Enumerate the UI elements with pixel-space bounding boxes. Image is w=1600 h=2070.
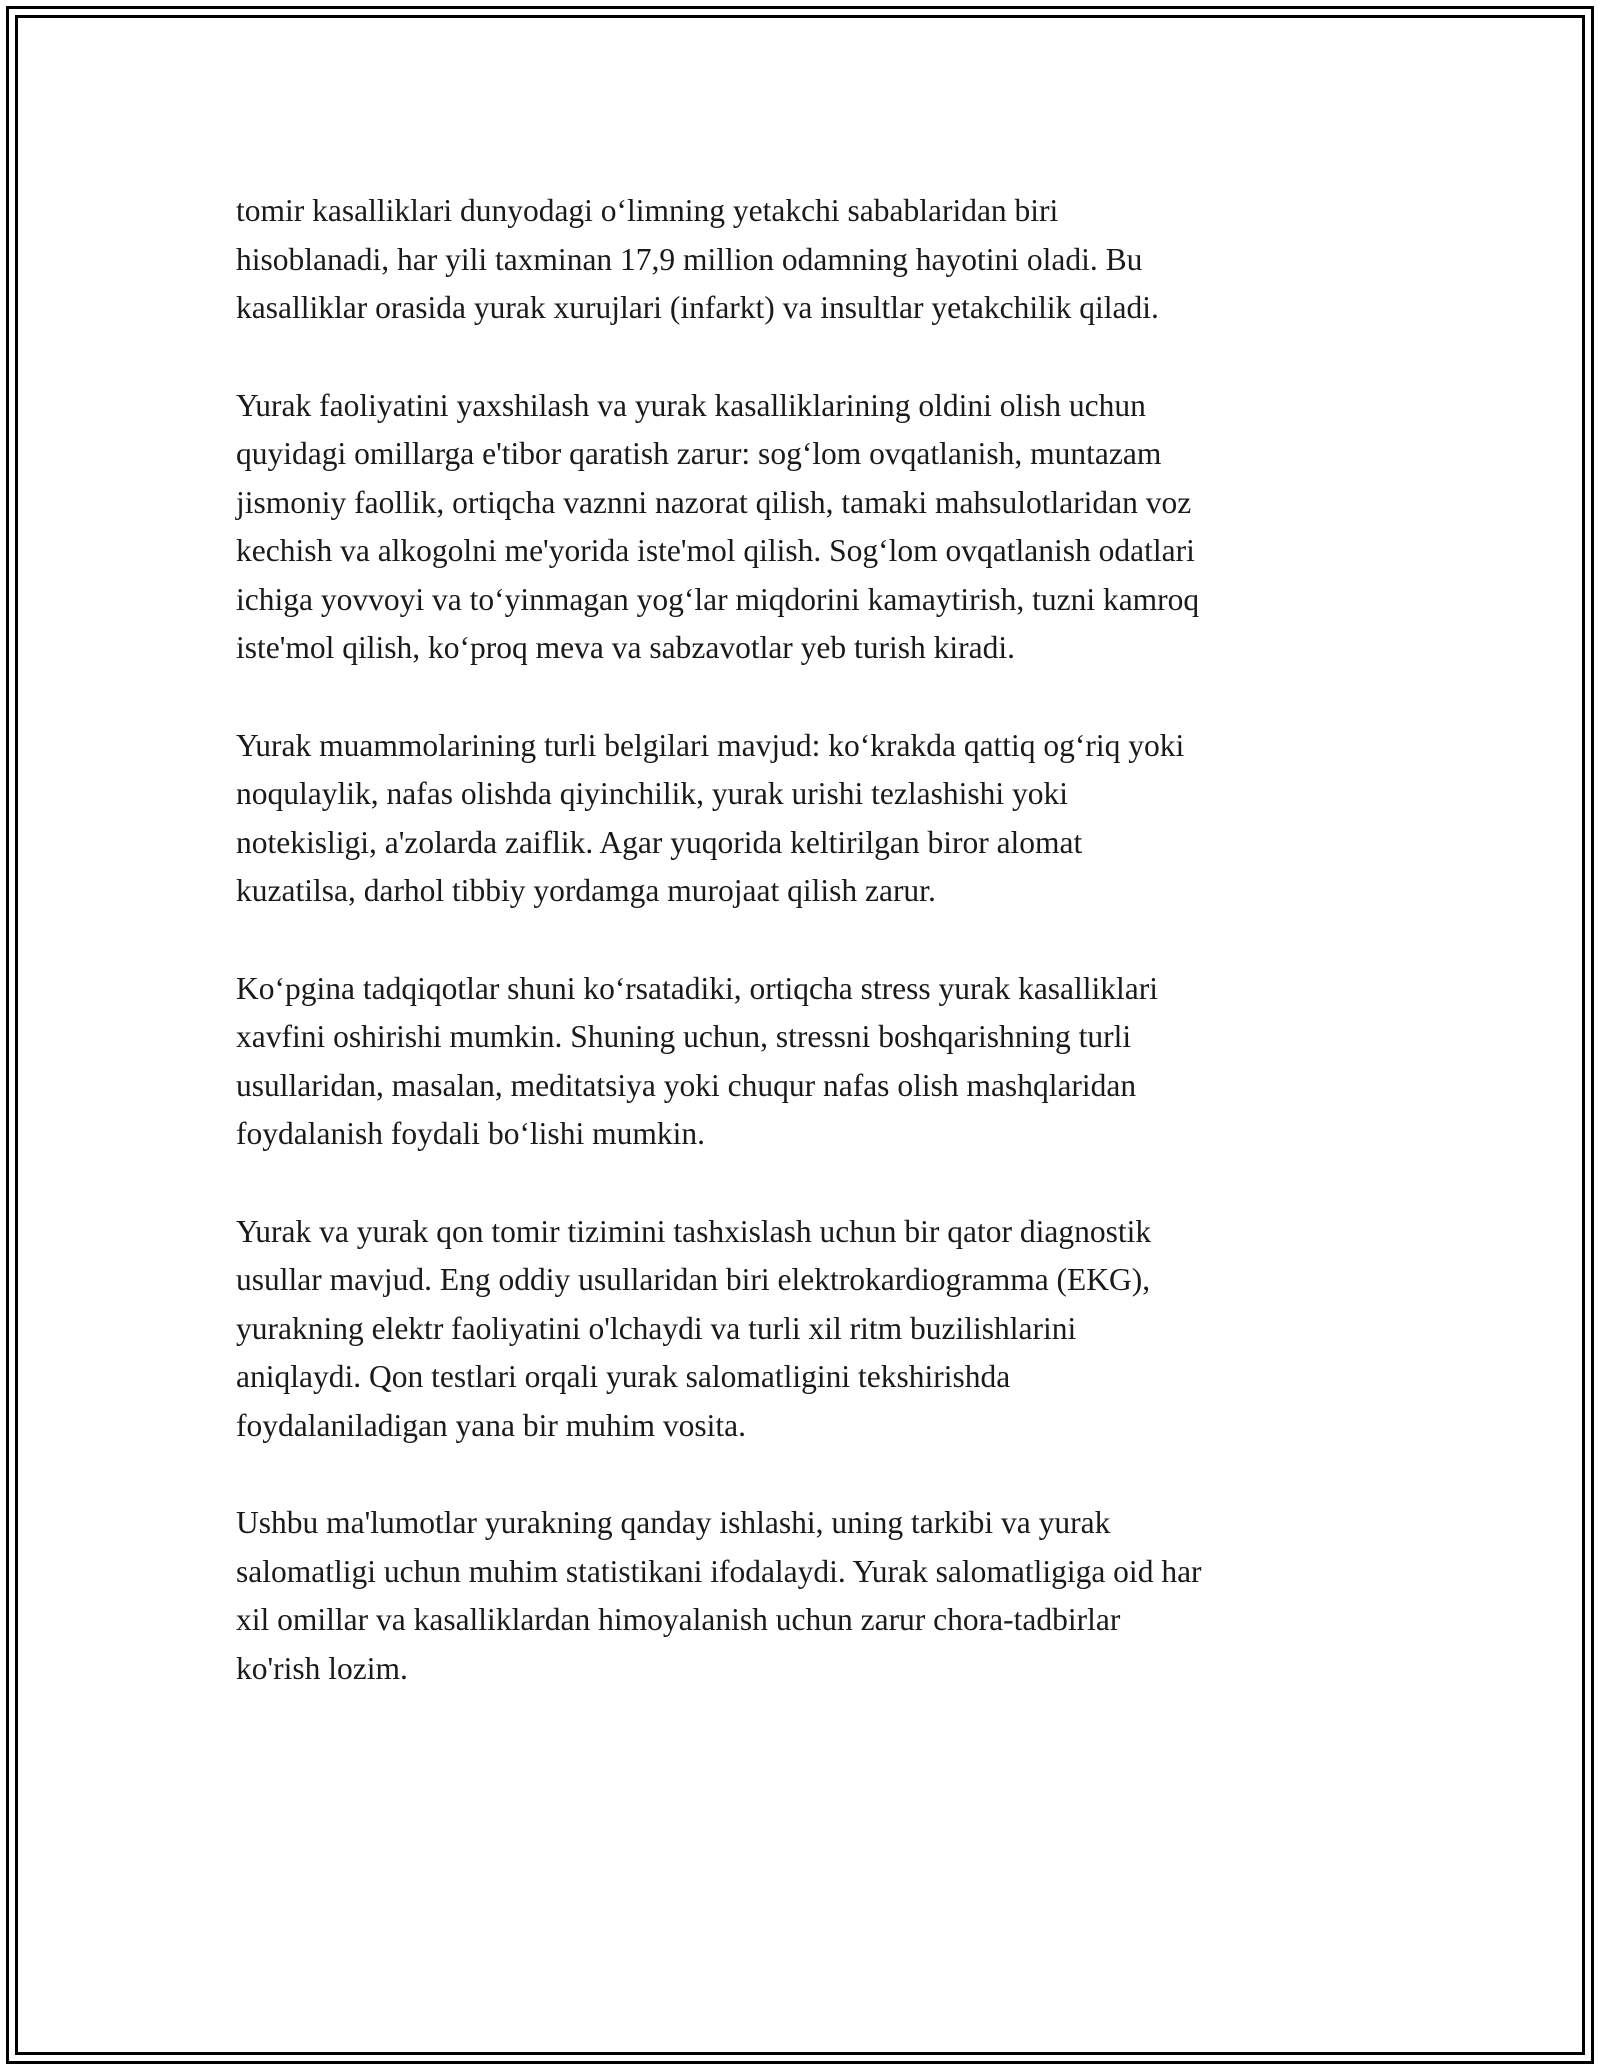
document-body (236, 187, 1376, 1742)
paragraph-1: tomir kasalliklari dunyodagi o‘limning yetakchi sabablaridan biri hisoblanadi, har yili taxminan 17,9 million odamning hayotini oladi. Bu kasalliklar orasida yurak xurujlari (infarkt) va insultlar yetakchilik qiladi. (236, 193, 1159, 325)
paragraph-6: Ushbu ma'lumotlar yurakning qanday ishlashi, uning tarkibi va yurak salomatligi uchun muhim statistikani ifodalaydi. Yurak salomatligiga oid har xil omillar va kasalliklardan himoyalanish uchun zarur chora-tadbirlar ko'rish lozim. (236, 1505, 1202, 1686)
paragraph-3: Yurak muammolarining turli belgilari mavjud: ko‘krakda qattiq og‘riq yoki noqulaylik, nafas olishda qiyinchilik, yurak urishi tezlashishi yoki notekisligi, a'zolarda zaiflik. Agar yuqorida keltirilgan biror alomat kuzatilsa, darhol tibbiy yordamga murojaat qilish zarur. (236, 727, 1185, 908)
paragraph-4: Ko‘pgina tadqiqotlar shuni ko‘rsatadiki, ortiqcha stress yurak kasalliklari xavfini oshirishi mumkin. Shuning uchun, stressni boshqarishning turli usullaridan, masalan, meditatsiya yoki chuqur nafas olish mashqlaridan foydalanish foydali bo‘lishi mumkin. (236, 970, 1159, 1151)
paragraph-2: Yurak faoliyatini yaxshilash va yurak kasalliklarining oldini olish uchun quyidagi omillarga e'tibor qaratish zarur: sog‘lom ovqatlanish, muntazam jismoniy faollik, ortiqcha vaznni nazorat qilish, tamaki mahsulotlaridan voz kechish va alkogolni me'yorida iste'mol qilish. Sog‘lom ovqatlanish odatlari ichiga yovvoyi va to‘yinmagan yog‘lar miqdorini kamaytirish, tuzni kamroq iste'mol qilish, ko‘proq meva va sabzavotlar yeb turish kiradi. (236, 387, 1200, 665)
paragraph-5: Yurak va yurak qon tomir tizimini tashxislash uchun bir qator diagnostik usullar mavjud. Eng oddiy usullaridan biri elektrokardiogramma (EKG), yurakning elektr faoliyatini o'lchaydi va turli xil ritm buzilishlarini aniqlaydi. Qon testlari orqali yurak salomatligini tekshirishda foydalaniladigan yana bir muhim vosita. (236, 1213, 1152, 1443)
